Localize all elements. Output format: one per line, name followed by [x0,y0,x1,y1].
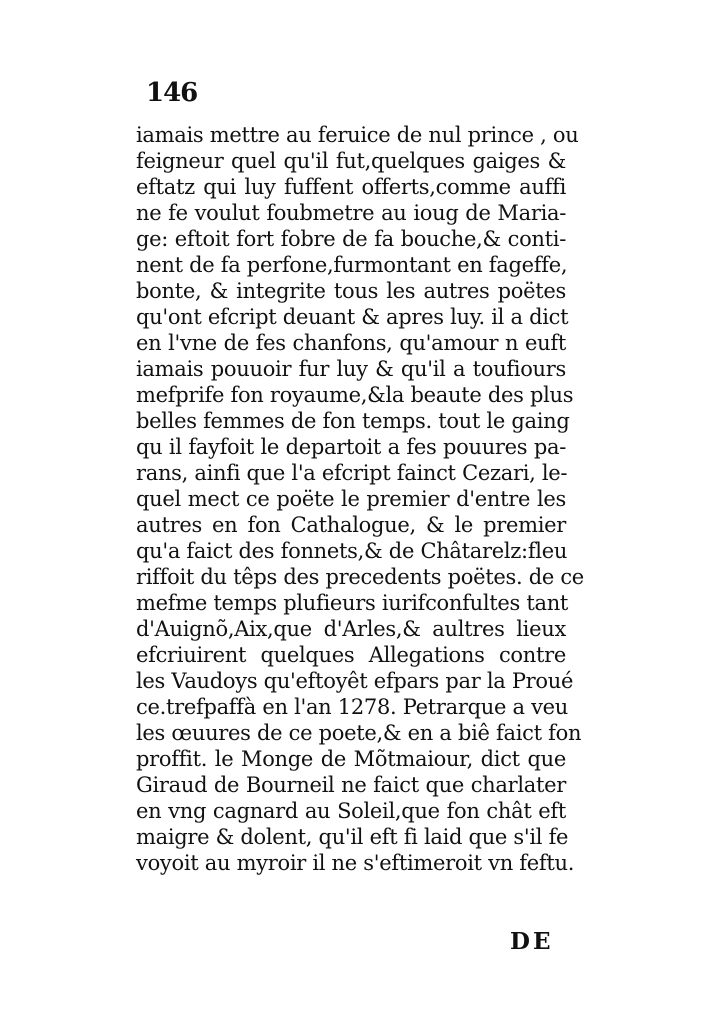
text-line: nent de fa perfone,furmontant en fageffe, [136,253,568,277]
page-number: 146 [146,78,198,108]
text-line: qu il fayfoit le departoit a fes pouures pa- [136,435,566,459]
text-line: mefme temps plufieurs iurifconfultes tant [136,591,569,615]
catchword: DE [510,928,554,955]
text-line: iamais pouuoir fur luy & qu'il a toufiours [136,357,566,381]
text-line: qu'ont efcript deuant & apres luy. il a dict [136,305,569,329]
text-line: proffit. le Monge de Mõtmaiour, dict que [136,747,566,771]
text-line: les œuures de ce poete,& en a biê faict fon [136,721,582,745]
text-line: en vng cagnard au Soleil,que fon chât eft [136,799,566,823]
text-line: d'Auignõ,Aix,que d'Arles,& aultres lieux [136,617,566,641]
text-line: ne fe voulut foubmetre au ioug de Maria- [136,201,566,225]
text-line: efcriuirent quelques Allegations contre [136,643,566,667]
text-line: en l'vne de fes chanfons, qu'amour n euft [136,331,566,355]
text-line: les Vaudoys qu'eftoyêt efpars par la Proué [136,669,574,693]
text-line: riffoit du têps des precedents poëtes. de ce [136,565,584,589]
text-line: voyoit au myroir il ne s'eftimeroit vn feftu. [136,851,575,875]
text-line: rans, ainfi que l'a efcript fainct Cezari, le- [136,461,568,485]
body-text [136,122,584,876]
text-line: ce.trefpaffà en l'an 1278. Petrarque a veu [136,695,569,719]
text-line: iamais mettre au feruice de nul prince , ou [136,123,579,147]
text-line: belles femmes de fon temps. tout le gaing [136,409,570,433]
text-line: eftatz qui luy fuffent offerts,comme auffi [136,175,566,199]
text-line: feigneur quel qu'il fut,quelques gaiges & [136,149,566,173]
text-line: ge: eftoit fort fobre de fa bouche,& conti- [136,227,566,251]
text-line: maigre & dolent, qu'il eft fi laid que s'il fe [136,825,569,849]
text-line: Giraud de Bourneil ne faict que charlater [136,773,566,797]
text-line: quel mect ce poëte le premier d'entre les [136,487,566,511]
text-line: qu'a faict des fonnets,& de Châtarelz:fleu [136,539,568,563]
text-line: mefprife fon royaume,&la beaute des plus [136,383,574,407]
text-line: bonte, & integrite tous les autres poëtes [136,279,566,303]
text-line: autres en fon Cathalogue, & le premier [136,513,566,537]
